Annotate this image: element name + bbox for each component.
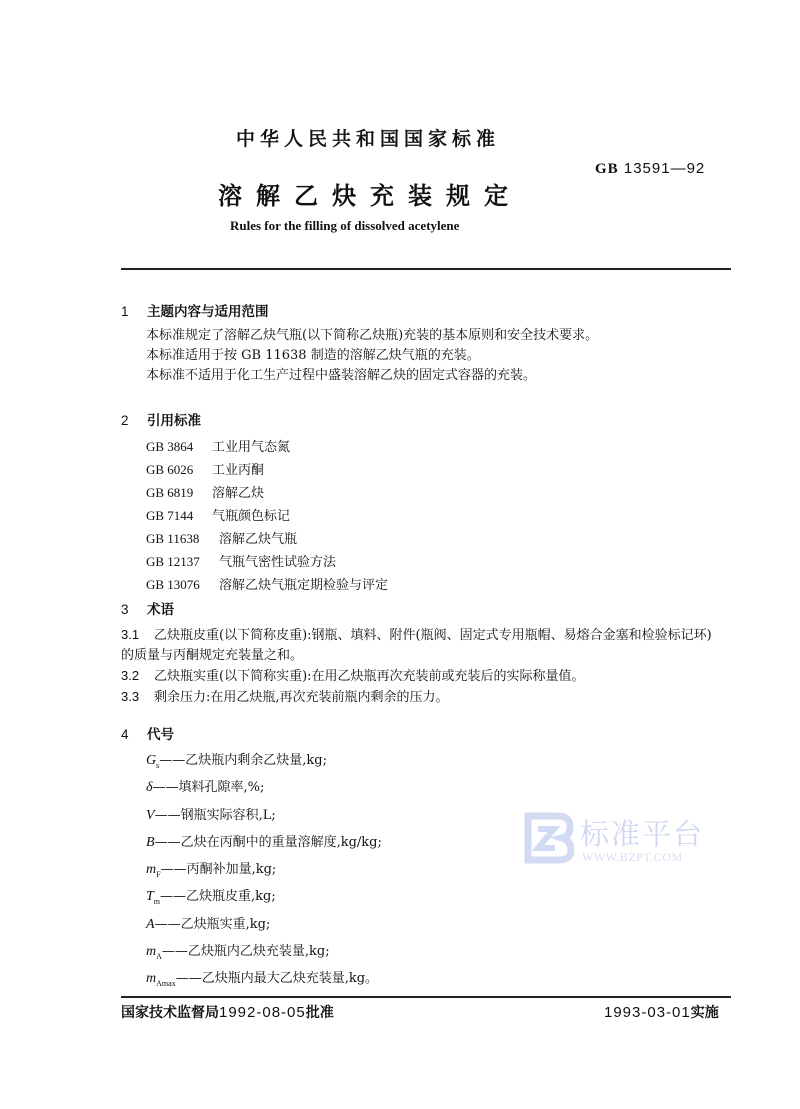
term-item [121,666,712,687]
symbol: $T_m$ [146,889,161,907]
footer-divider [121,996,731,998]
symbol-item [146,805,382,832]
symbol-item [146,832,382,859]
symbol-description: ——乙炔瓶内剩余乙炔量,kg; [159,753,327,768]
symbol-item [146,777,382,804]
symbol-list [146,750,382,996]
symbol-item [146,859,382,886]
section-1-heading [121,300,269,320]
section-title: 代号 [147,727,174,743]
reference-item [146,574,388,597]
standard-code: 13591—92 [623,160,706,177]
reference-name: 工业丙酮 [212,463,265,478]
reference-code: GB 13076 [146,577,200,592]
section-title: 引用标准 [147,413,201,429]
term-text: 剩余压力:在用乙炔瓶,再次充装前瓶内剩余的压力。 [154,690,449,705]
reference-item [146,528,388,551]
reference-list [146,436,388,597]
symbol-description: ——乙炔瓶皮重,kg; [160,889,276,905]
approver: 国家技术监督局 [121,1005,219,1021]
reference-code: GB 6026 [146,462,194,477]
symbol-description: ——乙炔在丙酮中的重量溶解度,kg/kg; [154,834,382,850]
reference-name: 溶解乙炔气瓶 [219,532,298,547]
symbol-description: ——填料孔隙率,%; [152,780,265,796]
section-title: 术语 [147,602,174,618]
section-number: 4 [121,727,129,742]
watermark-url: WWW.BZPT.COM [582,850,683,864]
symbol: B [146,834,155,850]
standard-number [595,160,705,178]
term-text: 乙炔瓶实重(以下简称实重):在用乙炔瓶再次充装前或充装后的实际称量值。 [154,669,585,684]
term-text: 乙炔瓶皮重(以下简称皮重):钢瓶、填料、附件(瓶阀、固定式专用瓶帽、易熔合金塞和检验标记环) [154,628,712,643]
terms-list [121,625,712,708]
symbol: V [146,807,155,823]
reference-code: GB 7144 [146,508,194,523]
reference-item [146,551,388,574]
symbol: $m_F$ [146,862,161,879]
approval-info [121,1002,334,1022]
paragraph: 本标准适用于按 GB 11638 制造的溶解乙炔气瓶的充装。 [146,348,480,363]
symbol-item [146,968,382,995]
section-number: 3 [121,602,129,617]
bzpt-logo-icon [524,812,574,864]
symbol: δ [146,780,153,796]
effective-date: 1993-03-01 [604,1004,691,1021]
reference-name: 气瓶气密性试验方法 [219,555,337,570]
term-number: 3.3 [121,689,140,704]
symbol: $G_s$ [146,753,160,770]
reference-name: 工业用气态氮 [212,440,291,455]
reference-name: 溶解乙炔 [212,486,265,501]
watermark [524,812,724,872]
symbol-description: ——钢瓶实际容积,L; [154,807,276,823]
section-title: 主题内容与适用范围 [147,304,269,320]
paragraph: 本标准规定了溶解乙炔气瓶(以下简称乙炔瓶)充装的基本原则和安全技术要求。 [146,328,599,343]
reference-item [146,459,388,482]
symbol-description: ——乙炔瓶内乙炔充装量,kg; [161,944,330,960]
symbol-description: ——丙酮补加量,kg; [160,862,277,878]
section-4-heading [121,723,174,743]
national-standard-heading: 中华人民共和国国家标准 [236,128,501,150]
paragraph: 本标准不适用于化工生产过程中盛装溶解乙炔的固定式容器的充装。 [146,368,537,383]
symbol-item [146,750,382,777]
reference-name: 溶解乙炔气瓶定期检验与评定 [219,578,389,593]
symbol-item [146,941,382,968]
term-continuation: 的质量与丙酮规定充装量之和。 [121,648,304,663]
reference-name: 气瓶颜色标记 [212,509,291,524]
section-2-heading [121,409,201,429]
document-title-english: Rules for the filling of dissolved acetylene [230,218,460,233]
symbol: A [146,916,155,932]
symbol: $m_A$ [146,944,162,961]
section-1-body [146,326,598,386]
standard-prefix: GB [595,161,619,177]
symbol-description: ——乙炔瓶内最大乙炔充装量,kg。 [175,971,379,987]
effective-label: 实施 [690,1005,719,1021]
term-number: 3.1 [121,627,140,642]
effective-info [604,1002,719,1022]
reference-code: GB 11638 [146,531,200,546]
symbol-item [146,886,382,913]
reference-code: GB 3864 [146,439,194,454]
reference-item [146,436,388,459]
symbol-description: ——乙炔瓶实重,kg; [154,916,271,932]
term-item [121,687,712,708]
approval-label: 批准 [305,1005,334,1021]
approval-date: 1992-08-05 [219,1004,306,1021]
document-title: 溶解乙炔充装规定 [218,182,522,210]
term-item [121,625,712,646]
reference-code: GB 12137 [146,554,200,569]
reference-item [146,505,388,528]
reference-code: GB 6819 [146,485,194,500]
section-3-heading [121,598,174,618]
symbol: $m_{Amax}$ [146,971,176,989]
section-number: 2 [121,413,129,428]
reference-item [146,482,388,505]
header-divider [121,268,731,270]
watermark-brand: 标准平台 [580,817,705,851]
term-number: 3.2 [121,668,140,683]
section-number: 1 [121,304,129,319]
symbol-item [146,914,382,941]
